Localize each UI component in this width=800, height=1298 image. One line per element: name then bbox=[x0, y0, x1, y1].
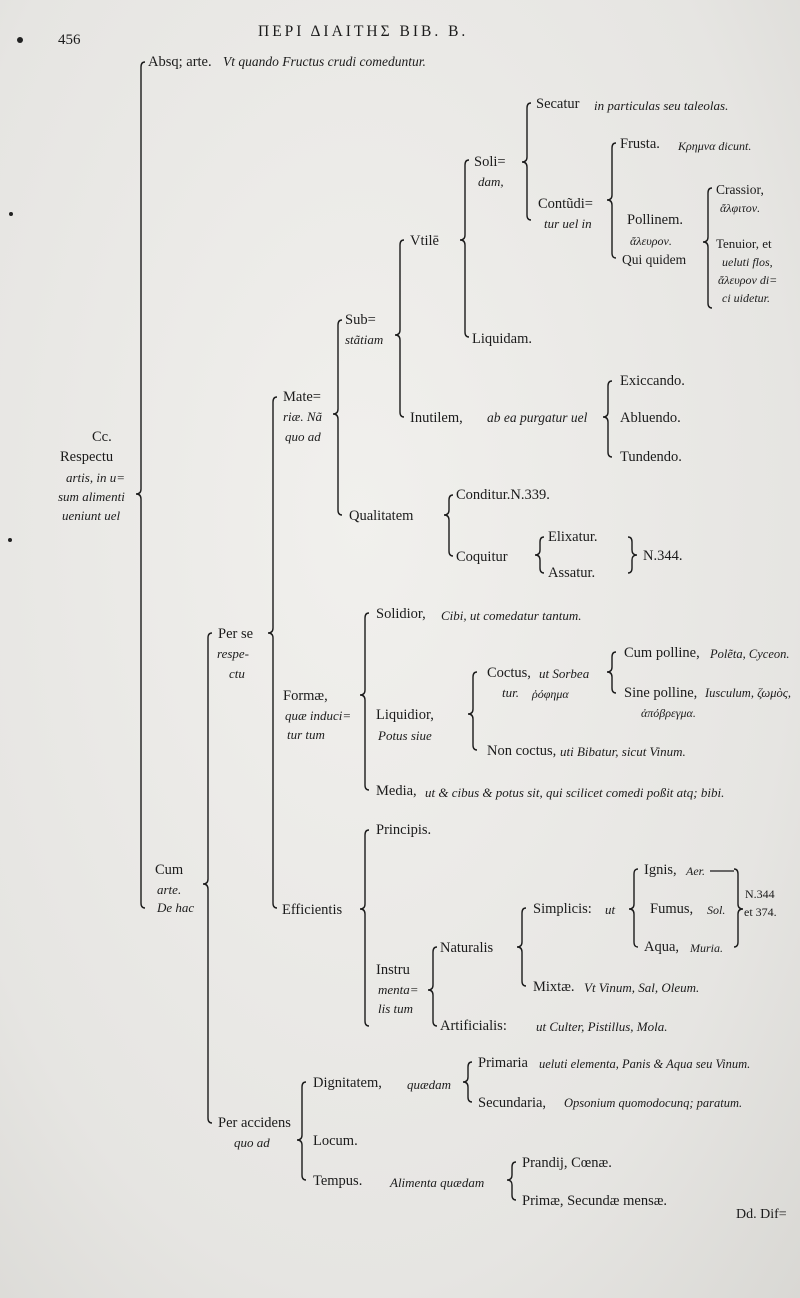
curly-bracket bbox=[360, 613, 369, 790]
media: Media, bbox=[376, 783, 417, 799]
frusta-note: Κρημνα dicunt. bbox=[678, 139, 752, 153]
coquitur: Coquitur bbox=[456, 549, 508, 565]
fumus-note: Sol. bbox=[707, 903, 726, 917]
substantiam: Sub= bbox=[345, 312, 376, 328]
curly-bracket bbox=[463, 1062, 472, 1102]
materiae: Mate= bbox=[283, 389, 321, 405]
per-accidens: quo ad bbox=[234, 1135, 270, 1150]
media-note: ut & cibus & potus sit, qui scilicet comedi poßit atq; bibi. bbox=[425, 785, 725, 800]
tenuior: ἄλευρον di= bbox=[718, 273, 778, 287]
fumus: Fumus, bbox=[650, 901, 694, 917]
cum-polline-note: Polẽta, Cyceon. bbox=[710, 647, 790, 661]
curly-bracket bbox=[607, 143, 616, 258]
inutilem-note: ab ea purgatur uel bbox=[487, 410, 588, 425]
curly-bracket bbox=[507, 1162, 516, 1200]
curly-bracket bbox=[395, 240, 404, 417]
formae: Formæ, bbox=[283, 688, 328, 704]
curly-bracket bbox=[629, 869, 638, 947]
absque-arte: Absq; arte. bbox=[148, 54, 212, 70]
solidior: Solidior, bbox=[376, 606, 426, 622]
simplicis-note: ut bbox=[605, 902, 616, 917]
per-se: Per se bbox=[218, 626, 254, 642]
solidam: Soli= bbox=[474, 154, 506, 170]
per-se: respe- bbox=[217, 646, 250, 661]
solidior-note: Cibi, ut comedatur tantum. bbox=[441, 608, 582, 623]
tenuior: Tenuior, et bbox=[716, 236, 772, 251]
coctus-greek: ῥόφημα bbox=[532, 687, 569, 701]
curly-bracket bbox=[468, 672, 477, 750]
cum-polline: Cum polline, bbox=[624, 645, 700, 661]
root-line: Respectu bbox=[60, 449, 114, 465]
materiae: quo ad bbox=[285, 429, 321, 444]
dignitatem-note: quædam bbox=[407, 1077, 452, 1092]
secatur-note: in particulas seu taleolas. bbox=[594, 98, 729, 113]
mixtae-note: Vt Vinum, Sal, Oleum. bbox=[584, 980, 700, 995]
pollinem: Pollinem. bbox=[627, 212, 683, 228]
liquidior: Liquidior, bbox=[376, 707, 434, 723]
crassior: Crassior, bbox=[716, 182, 764, 197]
cum-arte: arte. bbox=[157, 882, 182, 897]
simplicis: Simplicis: bbox=[533, 901, 592, 917]
n344-ref: N.344. bbox=[643, 548, 683, 564]
root-marker: Cc. bbox=[92, 429, 112, 445]
abluendo: Abluendo. bbox=[620, 410, 681, 426]
curly-bracket bbox=[517, 908, 526, 986]
root-line: artis, in u= bbox=[66, 470, 125, 485]
curly-bracket bbox=[603, 381, 612, 457]
prandij: Prandij, Cœnæ. bbox=[522, 1155, 612, 1171]
contunditur: tur uel in bbox=[544, 216, 592, 231]
ignis-note: Aer. bbox=[686, 864, 705, 878]
sine-polline-greek: ἀπόβρεγμα. bbox=[641, 706, 696, 720]
conditur: Conditur.N.339. bbox=[456, 487, 550, 503]
curly-bracket bbox=[268, 397, 277, 908]
closing-bracket bbox=[628, 537, 637, 573]
assatur: Assatur. bbox=[548, 565, 596, 581]
solidam: dam, bbox=[478, 174, 504, 189]
formae: quæ induci= bbox=[285, 708, 352, 723]
coctus-note: ut Sorbea bbox=[539, 666, 590, 681]
tundendo: Tundendo. bbox=[620, 449, 682, 465]
page-number: 456 bbox=[58, 32, 81, 48]
n344-374-ref: N.344 bbox=[745, 887, 775, 901]
instrumentum: lis tum bbox=[378, 1001, 414, 1016]
absque-arte-note: Vt quando Fructus crudi comeduntur. bbox=[223, 54, 426, 69]
coctus: Coctus, bbox=[487, 665, 531, 681]
curly-bracket bbox=[703, 188, 712, 308]
mixtae: Mixtæ. bbox=[533, 979, 575, 995]
contunditur: Contũdi= bbox=[538, 196, 593, 212]
secatur: Secatur bbox=[536, 96, 580, 112]
curly-bracket bbox=[203, 633, 212, 1123]
per-se: ctu bbox=[229, 666, 245, 681]
curly-bracket bbox=[136, 62, 145, 908]
inutilem: Inutilem, bbox=[410, 410, 463, 426]
curly-bracket bbox=[333, 320, 342, 515]
non-coctus: Non coctus, bbox=[487, 743, 557, 759]
tempus-note: Alimenta quædam bbox=[390, 1175, 485, 1190]
utile: Vtilē bbox=[410, 233, 439, 249]
root-line: ueniunt uel bbox=[62, 508, 121, 523]
secundaria-note: Opsonium quomodocunq; paratum. bbox=[564, 1096, 743, 1110]
formae: tur tum bbox=[287, 727, 325, 742]
catchword: Dd. Dif= bbox=[736, 1207, 787, 1222]
tempus: Tempus. bbox=[313, 1173, 363, 1189]
efficientis: Efficientis bbox=[282, 902, 343, 918]
locum: Locum. bbox=[313, 1133, 358, 1149]
instrumentum: menta= bbox=[378, 982, 419, 997]
pollinem-note: Qui quidem bbox=[622, 252, 687, 267]
dignitatem: Dignitatem, bbox=[313, 1075, 382, 1091]
crassior-greek: ἄλφιτον. bbox=[720, 201, 761, 215]
primaria-note: ueluti elementa, Panis & Aqua seu Vinum. bbox=[539, 1057, 751, 1071]
curly-bracket bbox=[607, 652, 616, 693]
principis: Principis. bbox=[376, 822, 432, 838]
substantiam: stãtiam bbox=[345, 332, 384, 347]
running-title: ΠΕΡΙ ΔΙΑΙΤΗΣ ΒΙΒ. Β. bbox=[258, 23, 469, 40]
instrumentum: Instru bbox=[376, 962, 410, 978]
curly-bracket bbox=[360, 830, 369, 1026]
exiccando: Exiccando. bbox=[620, 373, 685, 389]
ignis: Ignis, bbox=[644, 862, 677, 878]
curly-bracket bbox=[522, 103, 531, 220]
primae: Primæ, Secundæ mensæ. bbox=[522, 1193, 668, 1209]
sine-polline: Sine polline, bbox=[624, 685, 698, 701]
n344-374-ref: et 374. bbox=[744, 905, 777, 919]
qualitatem: Qualitatem bbox=[349, 508, 414, 524]
curly-bracket bbox=[428, 947, 437, 1026]
coctus-note: tur. bbox=[502, 685, 519, 700]
materiae: riæ. Nã bbox=[283, 409, 323, 424]
pollinem-greek: ἄλευρον. bbox=[630, 234, 672, 248]
cum-arte: De hac bbox=[157, 900, 195, 915]
root-line: sum alimenti bbox=[58, 489, 125, 504]
closing-bracket bbox=[734, 869, 743, 947]
curly-bracket bbox=[444, 495, 453, 556]
artificialis-note: ut Culter, Pistillus, Mola. bbox=[536, 1019, 668, 1034]
tenuior: ci uidetur. bbox=[722, 291, 770, 305]
aqua-note: Muria. bbox=[690, 941, 723, 955]
non-coctus-note: uti Bibatur, sicut Vinum. bbox=[560, 744, 686, 759]
sine-polline-note: Iusculum, ζωμὸς, bbox=[705, 686, 791, 700]
tenuior: ueluti flos, bbox=[722, 255, 773, 269]
artificialis: Artificialis: bbox=[440, 1018, 507, 1034]
elixatur: Elixatur. bbox=[548, 529, 598, 545]
frusta: Frusta. bbox=[620, 136, 660, 152]
curly-bracket bbox=[297, 1082, 306, 1180]
naturalis: Naturalis bbox=[440, 940, 494, 956]
aqua: Aqua, bbox=[644, 939, 680, 955]
per-accidens: Per accidens bbox=[218, 1115, 291, 1131]
cum-arte: Cum bbox=[155, 862, 184, 878]
liquidior: Potus siue bbox=[378, 728, 432, 743]
primaria: Primaria bbox=[478, 1055, 528, 1071]
liquidam: Liquidam. bbox=[472, 331, 533, 347]
curly-bracket bbox=[535, 537, 544, 573]
secundaria: Secundaria, bbox=[478, 1095, 547, 1111]
curly-bracket bbox=[460, 160, 469, 337]
